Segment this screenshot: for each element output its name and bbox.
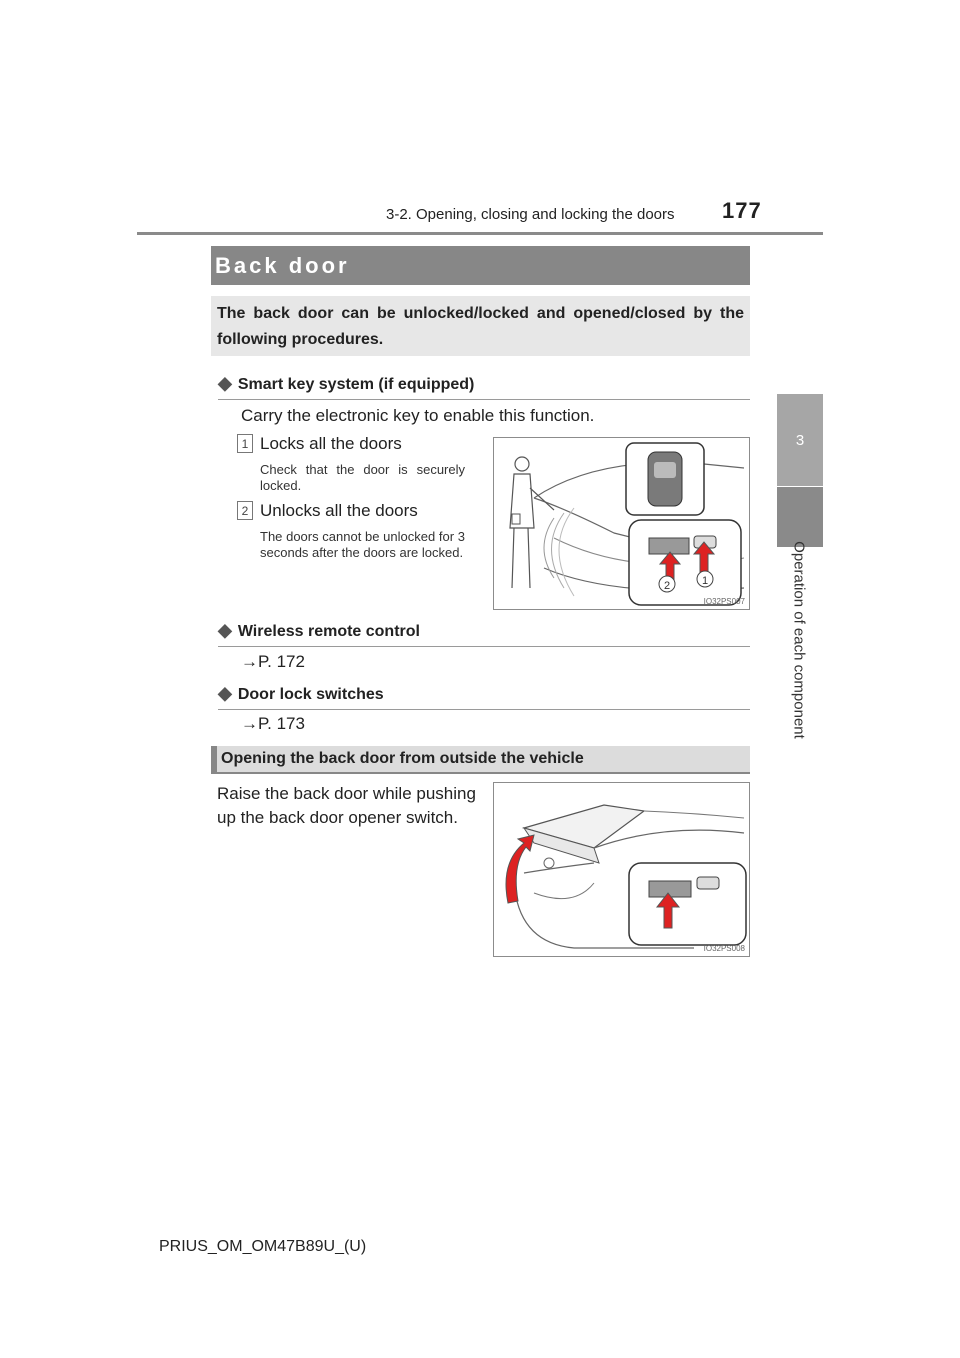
step-1-note: Check that the door is securely locked. bbox=[260, 462, 465, 493]
diamond-bullet-icon: ◆ bbox=[218, 620, 232, 640]
smart-key-illustration bbox=[494, 438, 750, 610]
chapter-number: 3 bbox=[795, 431, 805, 449]
document-code: PRIUS_OM_OM47B89U_(U) bbox=[159, 1238, 367, 1255]
step-1-label: Locks all the doors bbox=[260, 434, 402, 453]
callout-2: 2 bbox=[663, 580, 671, 592]
page-number: 177 bbox=[722, 198, 762, 223]
chapter-tab bbox=[777, 394, 823, 486]
outside-instruction bbox=[217, 782, 476, 830]
outside-instruction-line-1: Raise the back door while pushing bbox=[217, 784, 476, 803]
wireless-reference-link[interactable]: →P. 172 bbox=[241, 652, 305, 671]
back-door-figure bbox=[493, 782, 750, 957]
page-title-text: Back door bbox=[215, 252, 350, 278]
diamond-bullet-icon: ◆ bbox=[218, 373, 232, 393]
header-rule bbox=[137, 232, 823, 235]
step-2-label: Unlocks all the doors bbox=[260, 501, 418, 520]
chapter-tab-marker bbox=[777, 487, 823, 547]
smart-key-figure bbox=[493, 437, 750, 610]
back-door-illustration bbox=[494, 783, 750, 957]
smart-key-instruction: Carry the electronic key to enable this function. bbox=[241, 406, 595, 425]
door-lock-heading-text: Door lock switches bbox=[237, 686, 384, 703]
section-title: 3-2. Opening, closing and locking the doors bbox=[386, 206, 675, 223]
wireless-heading bbox=[218, 620, 750, 647]
figure-code: IO32PS008 bbox=[703, 944, 745, 953]
page-title bbox=[211, 246, 750, 285]
intro-box bbox=[211, 296, 750, 356]
intro-text: The back door can be unlocked/locked and opened/closed by the following procedures. bbox=[217, 305, 744, 348]
callout-1: 1 bbox=[701, 575, 709, 587]
door-lock-reference-link[interactable]: →P. 173 bbox=[241, 714, 305, 733]
step-number-2: 2 bbox=[237, 501, 253, 520]
step-2-note: The doors cannot be unlocked for 3 seconds after the doors are locked. bbox=[260, 529, 465, 560]
figure-code: IO32PS007 bbox=[703, 597, 745, 606]
chapter-title: Operation of each component bbox=[790, 541, 808, 739]
diamond-bullet-icon: ◆ bbox=[218, 683, 232, 703]
door-lock-heading bbox=[218, 683, 750, 710]
smart-key-heading-text: Smart key system (if equipped) bbox=[237, 376, 475, 393]
wireless-heading-text: Wireless remote control bbox=[237, 623, 420, 640]
outside-heading-text: Opening the back door from outside the vehicle bbox=[221, 750, 584, 767]
step-number-1: 1 bbox=[237, 434, 253, 453]
smart-key-heading bbox=[218, 373, 750, 400]
outside-heading bbox=[211, 746, 750, 774]
outside-instruction-line-2: up the back door opener switch. bbox=[217, 808, 458, 827]
